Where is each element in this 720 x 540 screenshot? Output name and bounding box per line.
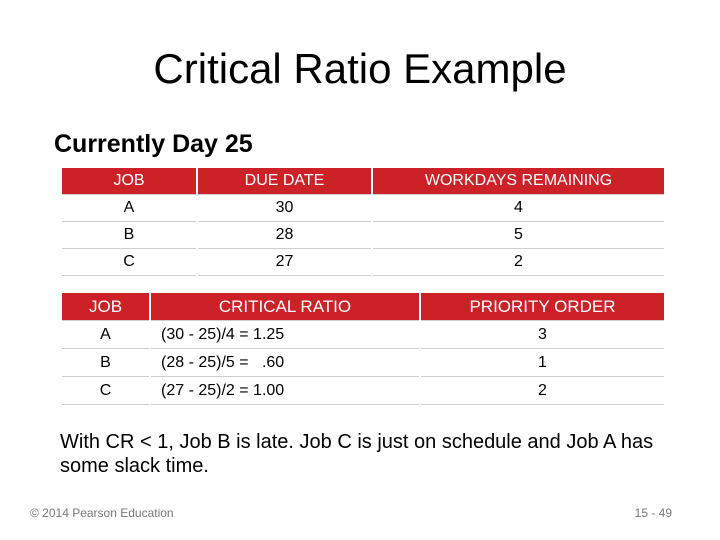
table-row — [62, 249, 664, 276]
table-cell: C — [62, 377, 150, 405]
table-row — [62, 222, 664, 249]
column-header-due-date: DUE DATE — [197, 168, 372, 195]
table-cell: B — [62, 349, 150, 377]
workdays-table — [62, 168, 664, 276]
table-header-row — [62, 168, 664, 195]
copyright-footer: © 2014 Pearson Education — [30, 506, 174, 520]
table-row — [62, 377, 664, 405]
page-number: 15 - 49 — [634, 506, 672, 520]
table-row — [62, 321, 664, 349]
table-cell: 1 — [420, 349, 664, 377]
column-header-critical-ratio: CRITICAL RATIO — [150, 293, 420, 321]
slide-subtitle: Currently Day 25 — [54, 130, 253, 158]
table-cell: 4 — [372, 195, 664, 222]
table-header-row — [62, 293, 664, 321]
table-row — [62, 349, 664, 377]
table-cell: (27 - 25)/2 = 1.00 — [150, 377, 420, 405]
table-cell: (28 - 25)/5 = .60 — [150, 349, 420, 377]
table-cell: 3 — [420, 321, 664, 349]
column-header-job: JOB — [62, 168, 197, 195]
table-cell: 30 — [197, 195, 372, 222]
table-cell: B — [62, 222, 197, 249]
table-cell: C — [62, 249, 197, 276]
critical-ratio-table — [62, 293, 664, 405]
table-row — [62, 195, 664, 222]
explanation-note: With CR < 1, Job B is late. Job C is just on schedule and Job A has some slack time. — [60, 431, 654, 477]
table-cell: 5 — [372, 222, 664, 249]
table-cell: 27 — [197, 249, 372, 276]
table-cell: A — [62, 321, 150, 349]
column-header-job: JOB — [62, 293, 150, 321]
column-header-priority-order: PRIORITY ORDER — [420, 293, 664, 321]
table-cell: 2 — [372, 249, 664, 276]
table-cell: 28 — [197, 222, 372, 249]
column-header-workdays-remaining: WORKDAYS REMAINING — [372, 168, 664, 195]
table-cell: A — [62, 195, 197, 222]
table-cell: (30 - 25)/4 = 1.25 — [150, 321, 420, 349]
table-cell: 2 — [420, 377, 664, 405]
slide-title: Critical Ratio Example — [153, 45, 567, 92]
